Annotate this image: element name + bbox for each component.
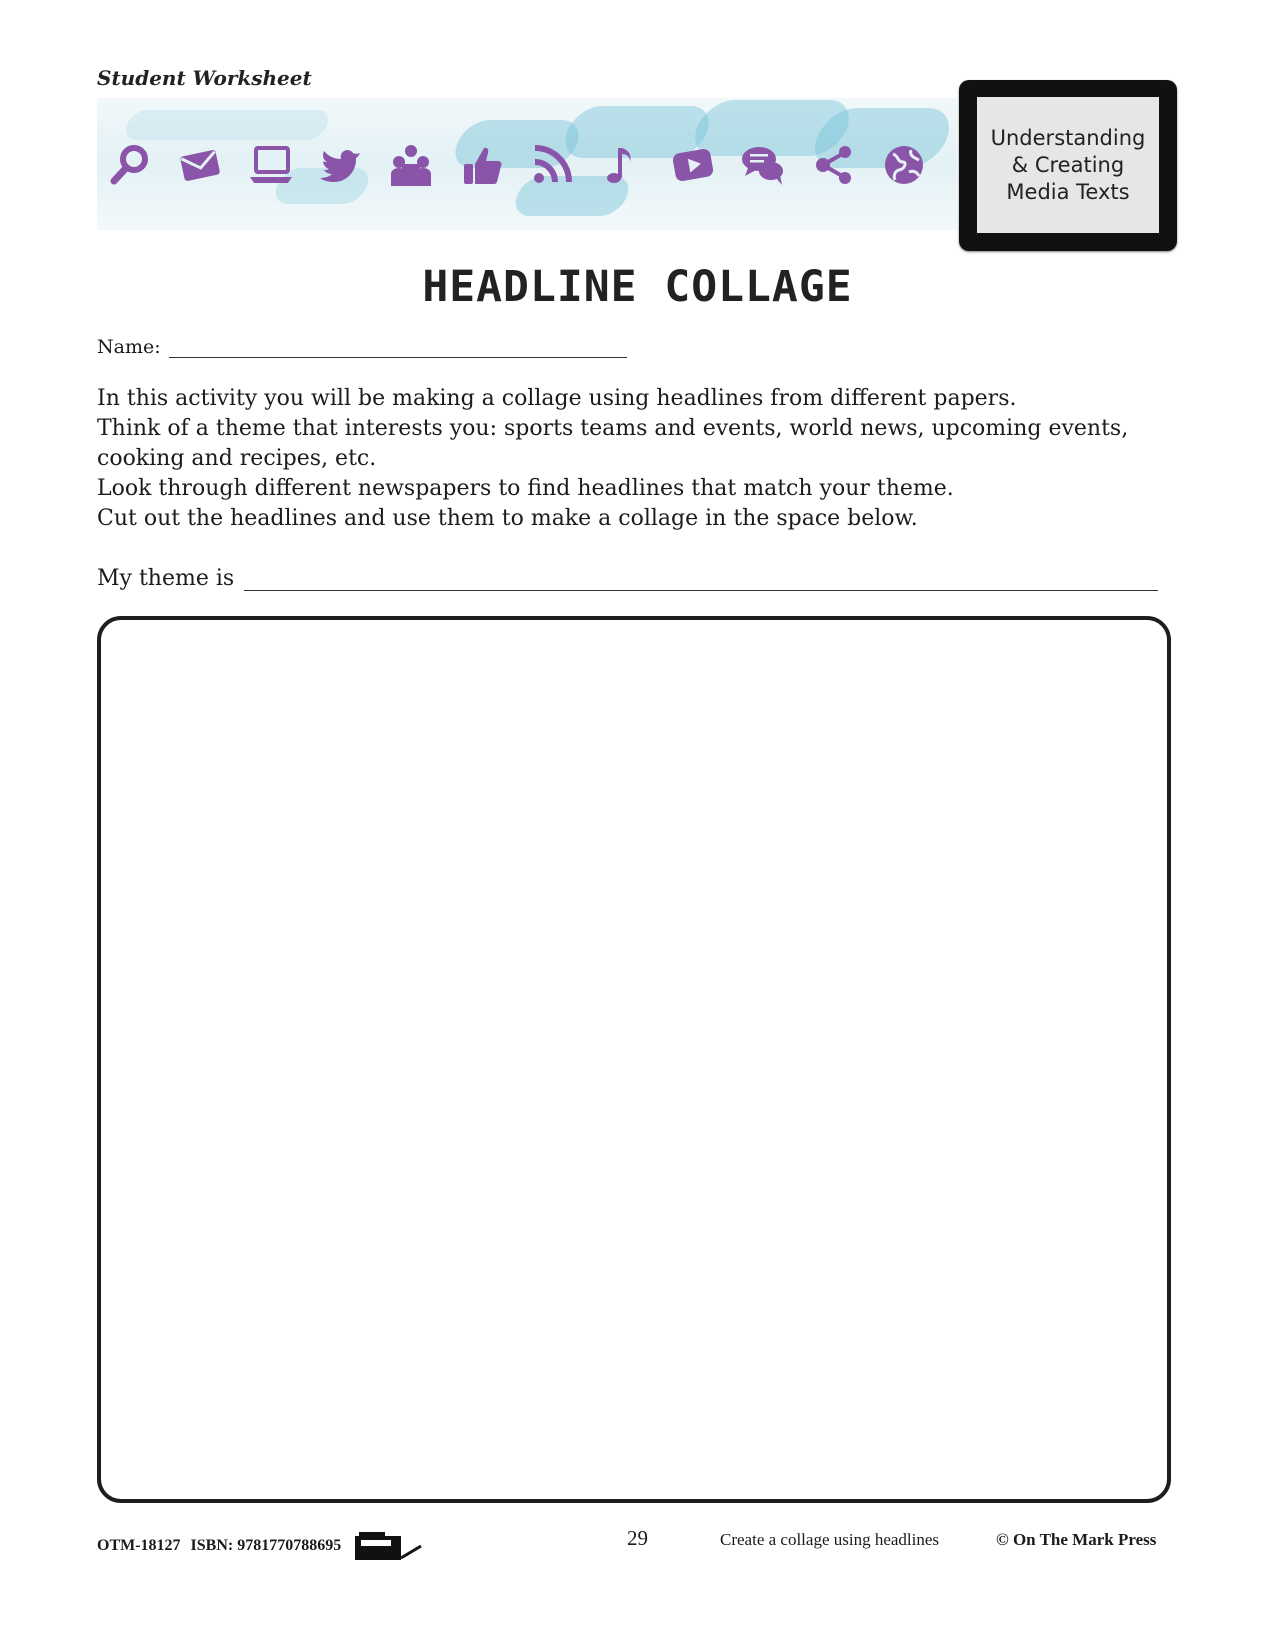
instruction-line: Cut out the headlines and use them to make a collage in the space below. (97, 506, 918, 531)
tablet-line-3: Media Texts (1006, 179, 1130, 204)
theme-label: My theme is (97, 566, 235, 591)
instructions (97, 384, 1197, 534)
name-write-line[interactable] (169, 339, 627, 358)
chat-bubbles-icon (740, 142, 786, 188)
video-play-icon (670, 142, 716, 188)
isbn: ISBN: 9781770788695 (190, 1537, 342, 1554)
product-code: OTM-18127 (97, 1537, 181, 1554)
footer-description: Create a collage using headlines (720, 1530, 940, 1549)
tablet-line-1: Understanding (990, 125, 1146, 150)
publisher: © On The Mark Press (996, 1530, 1157, 1549)
scanner-icon (353, 1530, 425, 1562)
page-number: 29 (627, 1526, 648, 1550)
theme-write-line[interactable] (244, 570, 1158, 591)
collage-area[interactable] (97, 616, 1171, 1503)
worksheet-label: Student Worksheet (97, 66, 312, 90)
footer-code (97, 1530, 425, 1562)
thumbs-up-icon (459, 142, 505, 188)
tablet-line-2: & Creating (1011, 152, 1125, 177)
page-title: HEADLINE COLLAGE (422, 262, 853, 312)
globe-icon (881, 142, 927, 188)
search-icon (107, 142, 153, 188)
laptop-icon (248, 142, 294, 188)
tablet-graphic (959, 80, 1177, 251)
mail-icon (177, 142, 223, 188)
name-field-row (97, 336, 627, 358)
music-note-icon (600, 142, 646, 188)
instruction-line: Think of a theme that interests you: sports teams and events, world news, upcoming events, cooking and recipes, etc. (97, 416, 1129, 471)
twitter-bird-icon (318, 142, 364, 188)
people-group-icon (388, 142, 434, 188)
rss-feed-icon (529, 142, 575, 188)
header-banner (97, 98, 957, 230)
tablet-screen (977, 97, 1159, 233)
share-icon (811, 142, 857, 188)
name-label: Name: (97, 336, 161, 358)
instruction-line: Look through different newspapers to find headlines that match your theme. (97, 476, 954, 501)
media-icon-row (107, 132, 927, 198)
theme-field-row (97, 566, 1158, 591)
instruction-line: In this activity you will be making a collage using headlines from different papers. (97, 386, 1017, 411)
